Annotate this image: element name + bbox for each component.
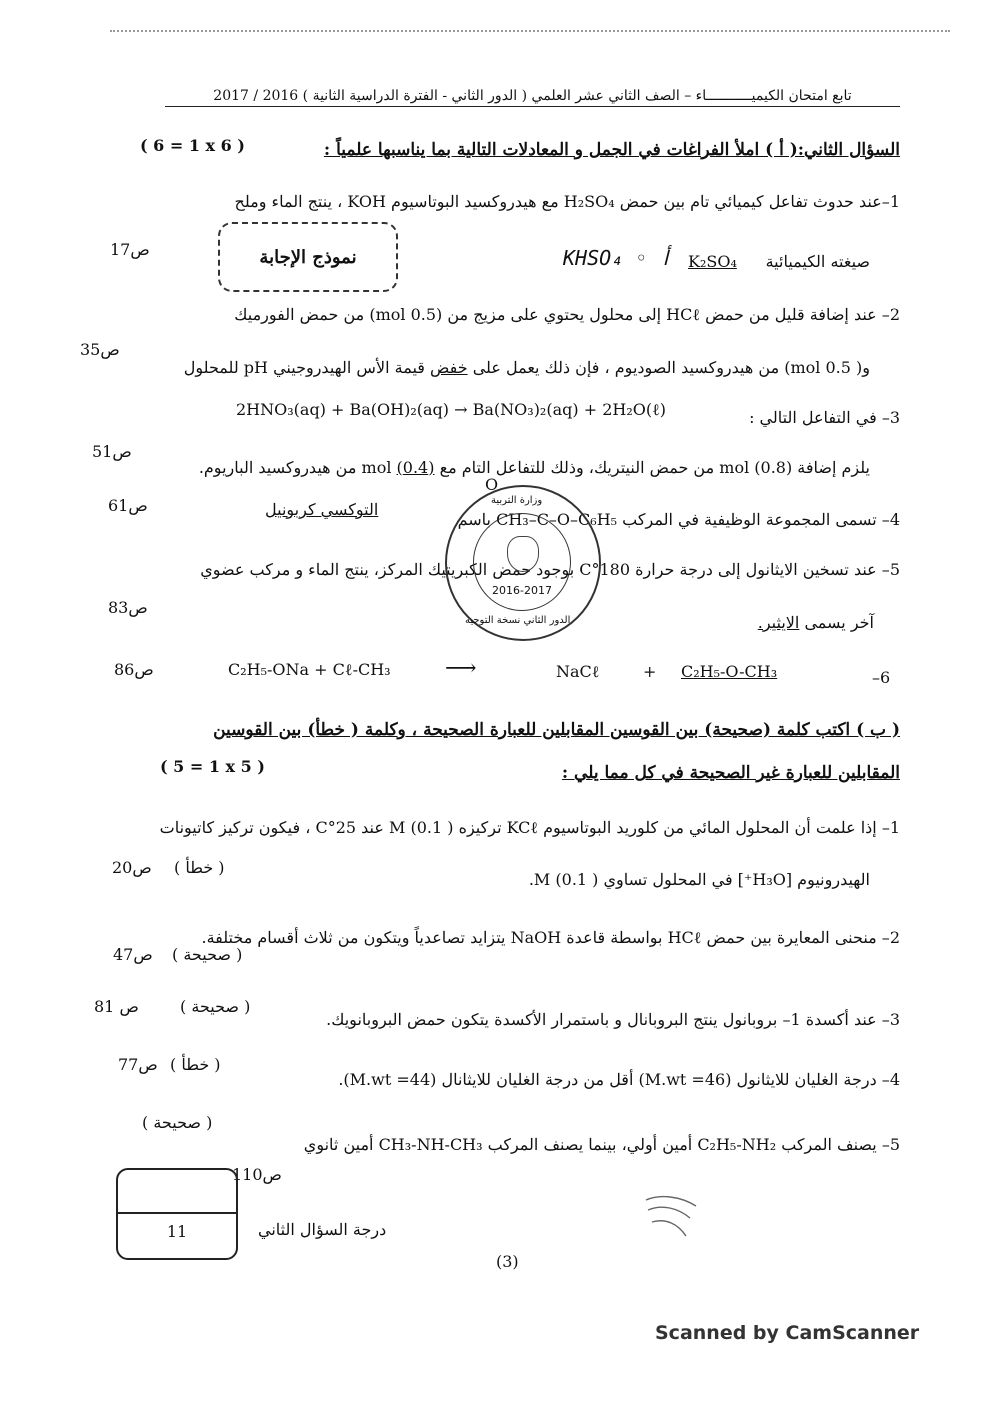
b-item-2-line-1: 2– منحنى المعايرة بين حمض HCℓ بواسطة قاعدة NaOH يتزايد تصاعدياً ويتكون من ثلاث أقسام مختلفة. <box>201 928 900 947</box>
section-b-title-2: المقابلين للعبارة غير الصحيحة في كل مما يلي : <box>561 763 900 783</box>
a-item-6-plus: + <box>643 662 657 681</box>
section-a-title: السؤال الثاني:( أ ) املأ الفراغات في الجمل و المعادلات التالية بما يناسبها علمياً : <box>323 140 900 160</box>
a-item-6-product: NaCℓ <box>556 662 600 681</box>
a-item-3-line-1: 3– في التفاعل التالي : <box>749 408 900 427</box>
a-item-4-carbonyl-o: O <box>485 475 499 494</box>
b-item-1-page: ص20 <box>112 858 152 877</box>
model-answer-box: نموذج الإجابة <box>218 222 398 292</box>
a-item-1-page: ص17 <box>110 240 150 259</box>
stamp-ring-top: وزارة التربية <box>491 495 543 506</box>
a-item-3-line-2: يلزم إضافة (0.8) mol من حمض النيتريك، وذلك للتفاعل التام مع (0.4) mol من هيدروكسيد الباريوم. <box>198 458 870 477</box>
a-item-1-line-2: صيغته الكيميائية <box>765 252 870 271</box>
a-item-1-answer: K₂SO₄ <box>688 252 737 271</box>
b-item-5-line-1: 5– يصنف المركب C₂H₅-NH₂ أمين أولي، بينما يصنف المركب CH₃-NH-CH₃ أمين ثانوي <box>303 1135 900 1154</box>
a-item-6-arrow: ⟶ <box>445 656 477 681</box>
b-item-2-answer: ( صحيحة ) <box>172 945 243 964</box>
header-rule <box>165 106 900 107</box>
a-item-6-number: –6 <box>872 668 891 687</box>
b-item-2-page: ص47 <box>113 945 153 964</box>
a-item-1-handwritten: KHSO₄ ◦ أ <box>563 246 672 270</box>
a-item-2-line-2: و( 0.5 mol) من هيدروكسيد الصوديوم ، فإن ذلك يعمل على خفض قيمة الأس الهيدروجيني pH للمحلول <box>183 358 870 377</box>
page-number: (3) <box>496 1252 519 1271</box>
stamp-year: 2016-2017 <box>492 584 552 597</box>
a-item-4-page: ص61 <box>108 496 148 515</box>
emblem-icon <box>507 536 539 572</box>
a-item-6-page: ص86 <box>114 660 154 679</box>
section-a-marks: ( 6 = 1 x 6 ) <box>140 136 245 155</box>
b-item-4-line-1: 4– درجة الغليان للايثانول (M.wt =46) أقل من درجة الغليان للايثانال (M.wt =44). <box>338 1070 900 1089</box>
grade-label: درجة السؤال الثاني <box>258 1220 387 1239</box>
section-b-marks: ( 5 = 1 x 5 ) <box>160 757 265 776</box>
b-item-5-answer: ( صحيحة ) <box>142 1113 213 1132</box>
stamp-ring-bottom: الدور الثاني نسخة التوجيه <box>465 615 571 626</box>
a-item-3-page: ص51 <box>92 442 132 461</box>
scan-artifact-line <box>110 30 950 32</box>
signature-icon <box>640 1192 704 1248</box>
a-item-4-line-1: 4– تسمى المجموعة الوظيفية في المركب CH₃–C–O–C₆H₅ باسم <box>457 510 900 529</box>
b-item-1-line-1: 1– إذا علمت أن المحلول المائي من كلوريد البوتاسيوم KCℓ تركيزه M (0.1 ) عند 25°C ، فيكون تركيز كاتيونات <box>159 818 900 837</box>
a-item-1-line-1: 1–عند حدوث تفاعل كيميائي تام بين حمض H₂SO₄ مع هيدروكسيد البوتاسيوم KOH ، ينتج الماء وملح <box>234 192 900 211</box>
grade-value: 11 <box>166 1222 188 1241</box>
b-item-3-page: ص 81 <box>94 997 139 1016</box>
section-b-title-1: ( ب ) اكتب كلمة (صحيحة) بين القوسين المقابلين للعبارة الصحيحة ، وكلمة ( خطأ) بين القوسين <box>213 720 900 740</box>
exam-header: تابع امتحان الكيميـــــــــــاء – الصف الثاني عشر العلمي ( الدور الثاني - الفترة الدراسية الثانية ) 2016 / 2017 <box>213 88 852 104</box>
a-item-2-page: ص35 <box>80 340 120 359</box>
a-item-3-equation: 2HNO₃(aq) + Ba(OH)₂(aq) → Ba(NO₃)₂(aq) + 2H₂O(ℓ) <box>236 400 666 419</box>
a-item-6-lhs: C₂H₅-ONa + Cℓ-CH₃ <box>228 660 391 679</box>
grade-divider <box>118 1212 236 1214</box>
b-item-4-page: ص77 <box>118 1055 158 1074</box>
a-item-5-line-2: آخر يسمى الايثير. <box>757 613 874 632</box>
official-stamp <box>445 485 601 641</box>
grade-box <box>116 1168 238 1260</box>
a-item-6-answer: C₂H₅-O-CH₃ <box>681 662 778 681</box>
a-item-5-page: ص83 <box>108 598 148 617</box>
a-item-4-answer: التوكسي كربونيل <box>265 500 379 519</box>
stamp-inner-ring <box>473 513 571 611</box>
a-item-2-line-1: 2– عند إضافة قليل من حمض HCℓ إلى محلول يحتوي على مزيج من (0.5 mol) من حمض الفورميك <box>234 305 900 324</box>
b-item-1-line-2: الهيدرونيوم [H₃O⁺] في المحلول تساوي M (0.1 ). <box>528 870 870 889</box>
scanner-watermark: Scanned by CamScanner <box>655 1322 920 1344</box>
a-item-5-line-1: 5– عند تسخين الايثانول إلى درجة حرارة 180°C بوجود حمض الكبريتيك المركز، ينتج الماء و مركب عضوي <box>200 560 900 579</box>
b-item-4-answer: ( خطأ ) <box>170 1055 221 1074</box>
b-item-5-page: ص110 <box>232 1165 282 1184</box>
b-item-3-answer: ( صحيحة ) <box>180 997 251 1016</box>
b-item-3-line-1: 3– عند أكسدة 1– بروبانول ينتج البروبانال و باستمرار الأكسدة يتكون حمض البروبانويك. <box>326 1010 900 1029</box>
b-item-1-answer: ( خطأ ) <box>174 858 225 877</box>
